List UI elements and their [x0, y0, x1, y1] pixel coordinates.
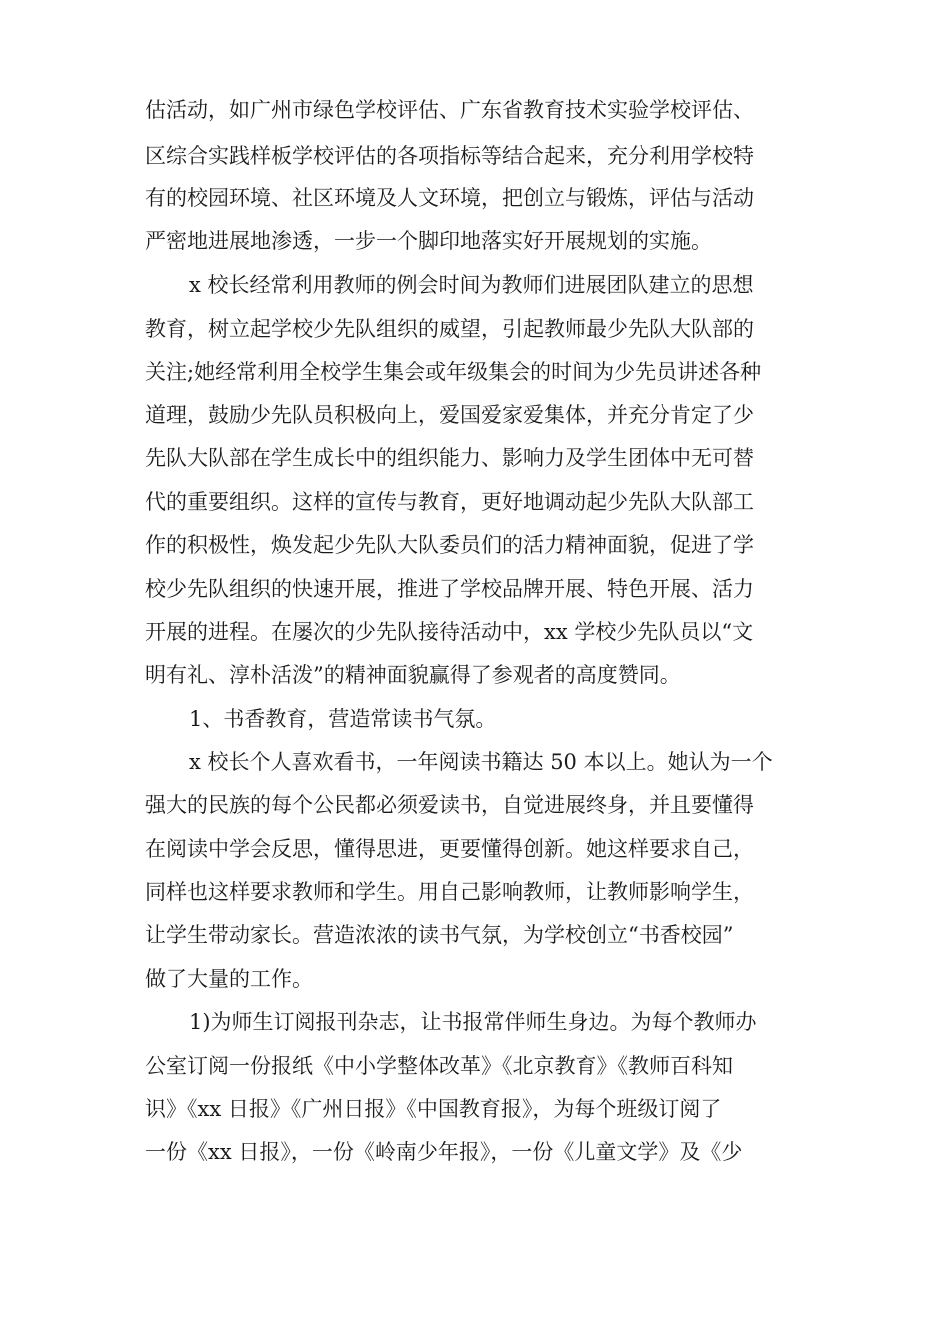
text-line: 有的校园环境、社区环境及人文环境，把创立与锻炼，评估与活动: [145, 186, 754, 210]
text-line: 同样也这样要求教师和学生。用自己影响教师，让教师影响学生，: [145, 880, 754, 904]
text-line: 关注;她经常利用全校学生集会或年级集会的时间为少先员讲述各种: [145, 360, 762, 384]
text-line: 估活动，如广州市绿色学校评估、广东省教育技术实验学校评估、: [145, 98, 754, 122]
text-line: 公室订阅一份报纸《中小学整体改革》《北京教育》《教师百科知: [145, 1054, 733, 1078]
text-line: 强大的民族的每个公民都必须爱读书，自觉进展终身，并且要懂得: [145, 793, 754, 817]
text-line: 识》《xx 日报》《广州日报》《中国教育报》，为每个班级订阅了: [145, 1097, 722, 1121]
paragraph-first-line: x 校长个人喜欢看书，一年阅读书籍达 50 本以上。她认为一个: [189, 750, 773, 774]
text-line: 作的积极性，焕发起少先队大队委员们的活力精神面貌，促进了学: [145, 533, 754, 557]
text-line: 严密地进展地渗透，一步一个脚印地落实好开展规划的实施。: [145, 229, 712, 253]
text-line: 明有礼、淳朴活泼”的精神面貌赢得了参观者的高度赞同。: [145, 663, 681, 687]
text-line: 让学生带动家长。营造浓浓的读书气氛，为学校创立“书香校园”: [145, 923, 734, 947]
text-line: 校少先队组织的快速开展，推进了学校品牌开展、特色开展、活力: [145, 577, 754, 601]
text-line: 开展的进程。在屡次的少先队接待活动中，xx 学校少先队员以“文: [145, 620, 754, 644]
section-heading: 1、书香教育，营造常读书气氛。: [189, 707, 497, 731]
text-line: 在阅读中学会反思，懂得思进，更要懂得创新。她这样要求自己，: [145, 837, 754, 861]
text-line: 道理，鼓励少先队员积极向上，爱国爱家爱集体，并充分肯定了少: [145, 403, 754, 427]
text-line: 区综合实践样板学校评估的各项指标等结合起来，充分利用学校特: [145, 144, 754, 168]
text-line: 做了大量的工作。: [145, 967, 313, 991]
text-line: 教育，树立起学校少先队组织的威望，引起教师最少先队大队部的: [145, 317, 754, 341]
paragraph-first-line: x 校长经常利用教师的例会时间为教师们进展团队建立的思想: [189, 273, 754, 297]
text-line: 代的重要组织。这样的宣传与教育，更好地调动起少先队大队部工: [145, 490, 754, 514]
text-line: 一份《xx 日报》，一份《岭南少年报》，一份《儿童文学》及《少: [145, 1140, 743, 1164]
paragraph-first-line: 1)为师生订阅报刊杂志，让书报常伴师生身边。为每个教师办: [189, 1010, 757, 1034]
text-line: 先队大队部在学生成长中的组织能力、影响力及学生团体中无可替: [145, 446, 754, 470]
